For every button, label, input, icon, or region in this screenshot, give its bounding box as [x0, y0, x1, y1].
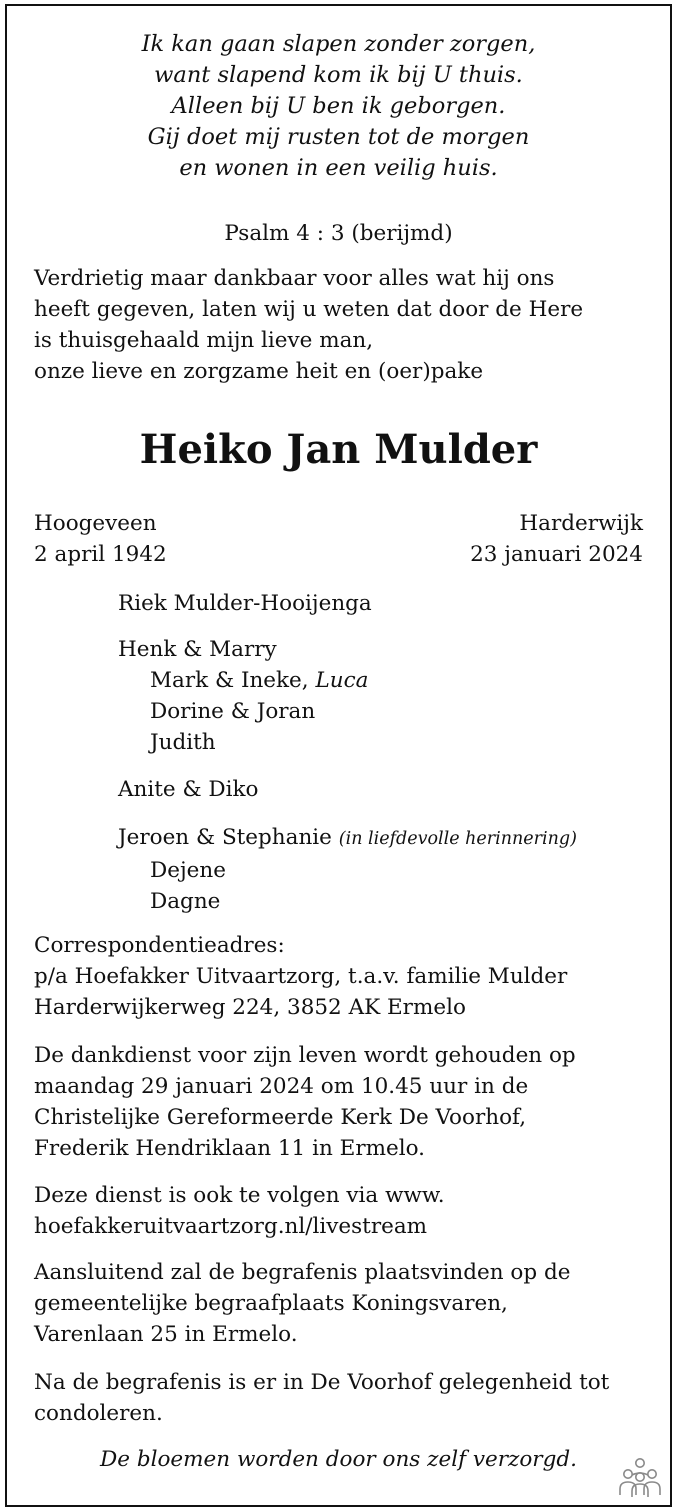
deceased-name: Heiko Jan Mulder	[139, 426, 538, 473]
parents-line	[118, 822, 658, 855]
psalm-reference: Psalm 4 : 3 (berijmd)	[224, 221, 453, 246]
poem-line: Ik kan gaan slapen zonder zorgen,	[141, 31, 536, 57]
livestream-line: Deze dienst is ook te volgen via www.	[34, 1183, 445, 1208]
condolence-info	[34, 1367, 649, 1429]
child-name: Mark & Ineke,	[150, 668, 309, 693]
address-line: p/a Hoefakker Uitvaartzorg, t.a.v. familie Mulder	[34, 964, 568, 989]
burial-line: Aansluitend zal de begrafenis plaatsvinden op de	[34, 1260, 571, 1285]
poem-line: Gij doet mij rusten tot de morgen	[147, 124, 530, 150]
burial-info	[34, 1257, 649, 1350]
family-spouse	[118, 588, 658, 619]
service-info	[34, 1040, 649, 1164]
intro-line: Verdrietig maar dankbaar voor alles wat hij ons	[34, 266, 555, 291]
correspondence-address	[34, 930, 649, 1023]
intro-line: is thuisgehaald mijn lieve man,	[34, 328, 374, 353]
family-group-1	[118, 634, 658, 758]
poem-line: Alleen bij U ben ik geborgen.	[171, 93, 506, 119]
poem-line: want slapend kom ik bij U thuis.	[154, 62, 523, 88]
intro-text	[34, 263, 649, 387]
intro-line: heeft gegeven, laten wij u weten dat door de Here	[34, 297, 584, 322]
burial-line: Varenlaan 25 in Ermelo.	[34, 1322, 298, 1347]
grandchild-name: Luca	[315, 668, 369, 693]
memorial-note: (in liefdevolle herinnering)	[338, 829, 577, 849]
birth-date: 2 april 1942	[34, 542, 167, 567]
child-line: Judith	[150, 730, 216, 755]
parents-name: Jeroen & Stephanie	[118, 825, 332, 850]
condolence-line: Na de begrafenis is er in De Voorhof gelegenheid tot	[34, 1370, 610, 1395]
address-line: Harderwijkerweg 224, 3852 AK Ermelo	[34, 995, 466, 1020]
death-place: Harderwijk	[519, 511, 643, 536]
service-line: maandag 29 januari 2024 om 10.45 uur in de	[34, 1074, 529, 1099]
service-line: Christelijke Gereformeerde Kerk De Voorhof,	[34, 1105, 527, 1130]
dates-row	[34, 539, 643, 570]
child-line: Dejene	[150, 858, 226, 883]
flowers-note: De bloemen worden door ons zelf verzorgd.	[100, 1447, 577, 1472]
poem-line: en wonen in een veilig huis.	[179, 155, 498, 181]
child-line	[118, 665, 658, 696]
address-line: Correspondentieadres:	[34, 933, 285, 958]
burial-line: gemeentelijke begraafplaats Koningsvaren,	[34, 1291, 508, 1316]
child-line: Dorine & Joran	[150, 699, 316, 724]
parents-name: Henk & Marry	[118, 637, 277, 662]
service-line: Frederik Hendriklaan 11 in Ermelo.	[34, 1136, 425, 1161]
service-line: De dankdienst voor zijn leven wordt gehouden op	[34, 1043, 576, 1068]
spouse-name: Riek Mulder-Hooijenga	[118, 591, 372, 616]
child-line: Dagne	[150, 889, 221, 914]
condolence-line: condoleren.	[34, 1401, 163, 1426]
livestream-info	[34, 1180, 649, 1242]
places-row	[34, 508, 643, 539]
people-group-icon	[618, 1455, 662, 1499]
death-date: 23 januari 2024	[470, 542, 643, 567]
parents-name: Anite & Diko	[118, 777, 259, 802]
intro-line: onze lieve en zorgzame heit en (oer)pake	[34, 359, 484, 384]
family-group-3	[118, 822, 658, 917]
poem	[0, 29, 677, 184]
family-group-2	[118, 774, 658, 805]
birth-place: Hoogeveen	[34, 511, 157, 536]
livestream-line: hoefakkeruitvaartzorg.nl/livestream	[34, 1214, 428, 1239]
